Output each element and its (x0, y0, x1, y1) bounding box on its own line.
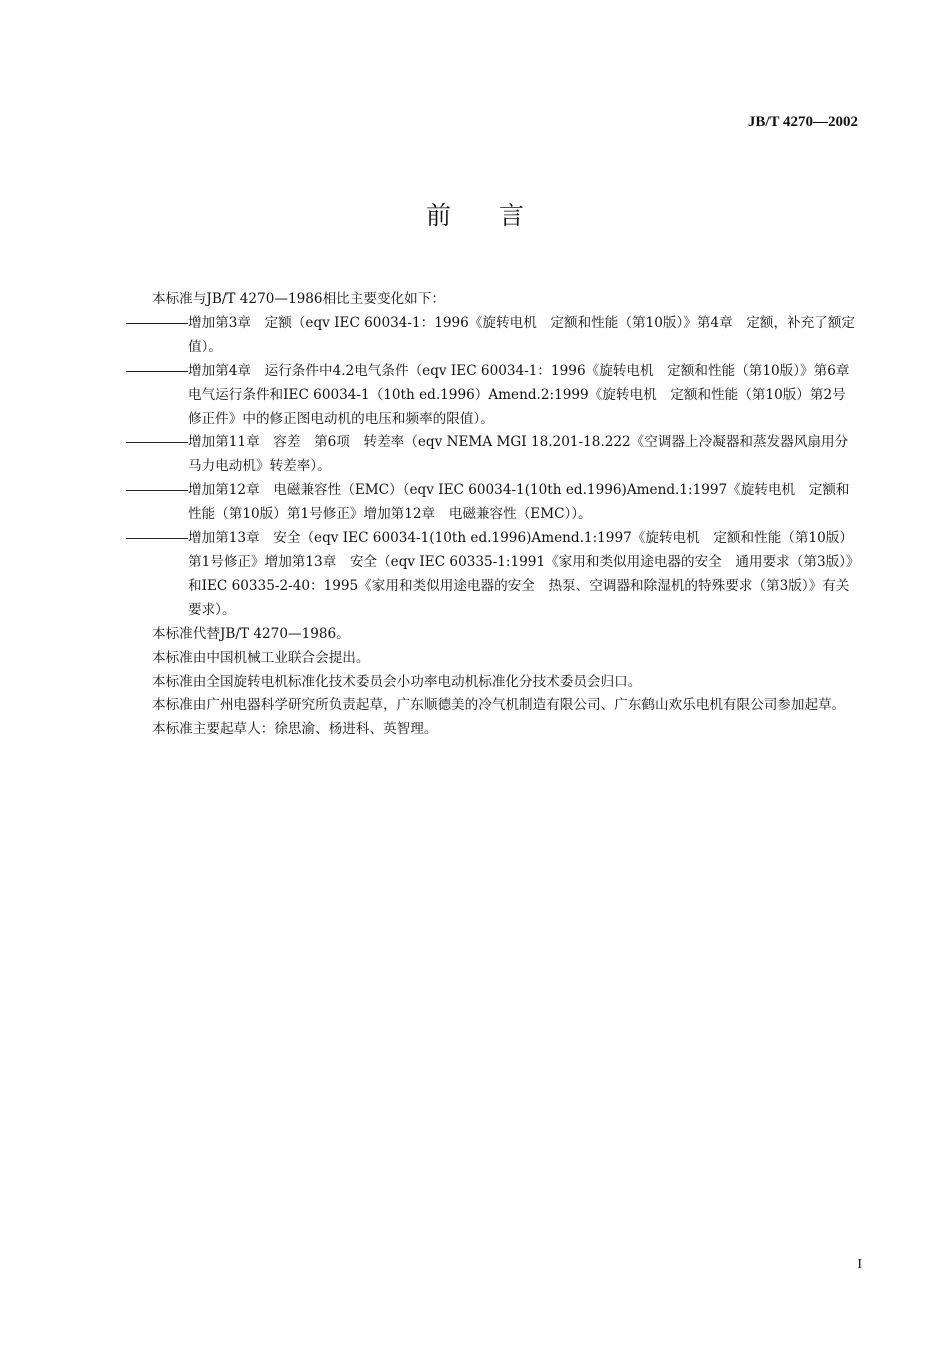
committee-statement: 本标准由全国旋转电机标准化技术委员会小功率电动机标准化分技术委员会归口。 (152, 673, 642, 690)
em-dash-marker (118, 527, 188, 551)
change-item (118, 312, 858, 360)
replacement-statement: 本标准代替JB/T 4270—1986。 (152, 625, 350, 642)
intro-paragraph: 本标准与JB/T 4270—1986相比主要变化如下： (152, 291, 445, 307)
change-item (118, 479, 858, 527)
proposer-statement: 本标准由中国机械工业联合会提出。 (152, 649, 370, 666)
change-item-text: 增加第13章 安全（eqv IEC 60034-1(10th ed.1996)Amend.1:1997《旋转电机 定额和性能（第10版）第1号修正》增加第13章 安全（eqv IEC 60335-1:1991《家用和类似用途电器的安全 通用要求（第3版）》和IEC 60335-2-40：1995《家用和类似用途电器的安全 热泵、空调器和除湿机的特殊要求（第3版）》有关要求）。 (188, 530, 853, 618)
foreword-body (118, 288, 864, 742)
change-item-text: 增加第3章 定额（eqv IEC 60034-1：1996《旋转电机 定额和性能（第10版）》第4章 定额，补充了额定值）。 (188, 314, 856, 355)
change-item-text: 增加第12章 电磁兼容性（EMC）（eqv IEC 60034-1(10th ed.1996)Amend.1:1997《旋转电机 定额和性能（第10版）第1号修正》增加第12章 电磁兼容性（EMC））。 (188, 482, 850, 523)
page-title: 前言 (425, 201, 572, 230)
change-item-text: 增加第11章 容差 第6项 转差率（eqv NEMA MGI 18.201-18.222《空调器上冷凝器和蒸发器风扇用分马力电动机》转差率）。 (188, 434, 849, 475)
drafters-statement: 本标准主要起草人：徐思渝、杨进科、英智理。 (152, 721, 438, 738)
change-item (118, 431, 858, 479)
drafting-organizations-statement: 本标准由广州电器科学研究所负责起草，广东顺德美的冷气机制造有限公司、广东鹤山欢乐电机有限公司参加起草。 (152, 697, 846, 714)
change-item (118, 360, 864, 432)
em-dash-marker (118, 479, 188, 503)
change-item-text: 增加第4章 运行条件中4.2电气条件（eqv IEC 60034-1：1996《旋转电机 定额和性能（第10版）》第6章 电气运行条件和IEC 60034-1（10th ed.1996）Amend.2:1999《旋转电机 定额和性能（第10版）第2号修正件》中的修正图电动机的电压和频率的限值）。 (188, 362, 864, 427)
change-item (118, 527, 858, 623)
em-dash-marker (118, 360, 188, 384)
em-dash-marker (118, 431, 188, 455)
page-number: I (857, 1257, 862, 1272)
standard-code: JB/T 4270—2002 (747, 114, 858, 130)
em-dash-marker (118, 312, 188, 336)
